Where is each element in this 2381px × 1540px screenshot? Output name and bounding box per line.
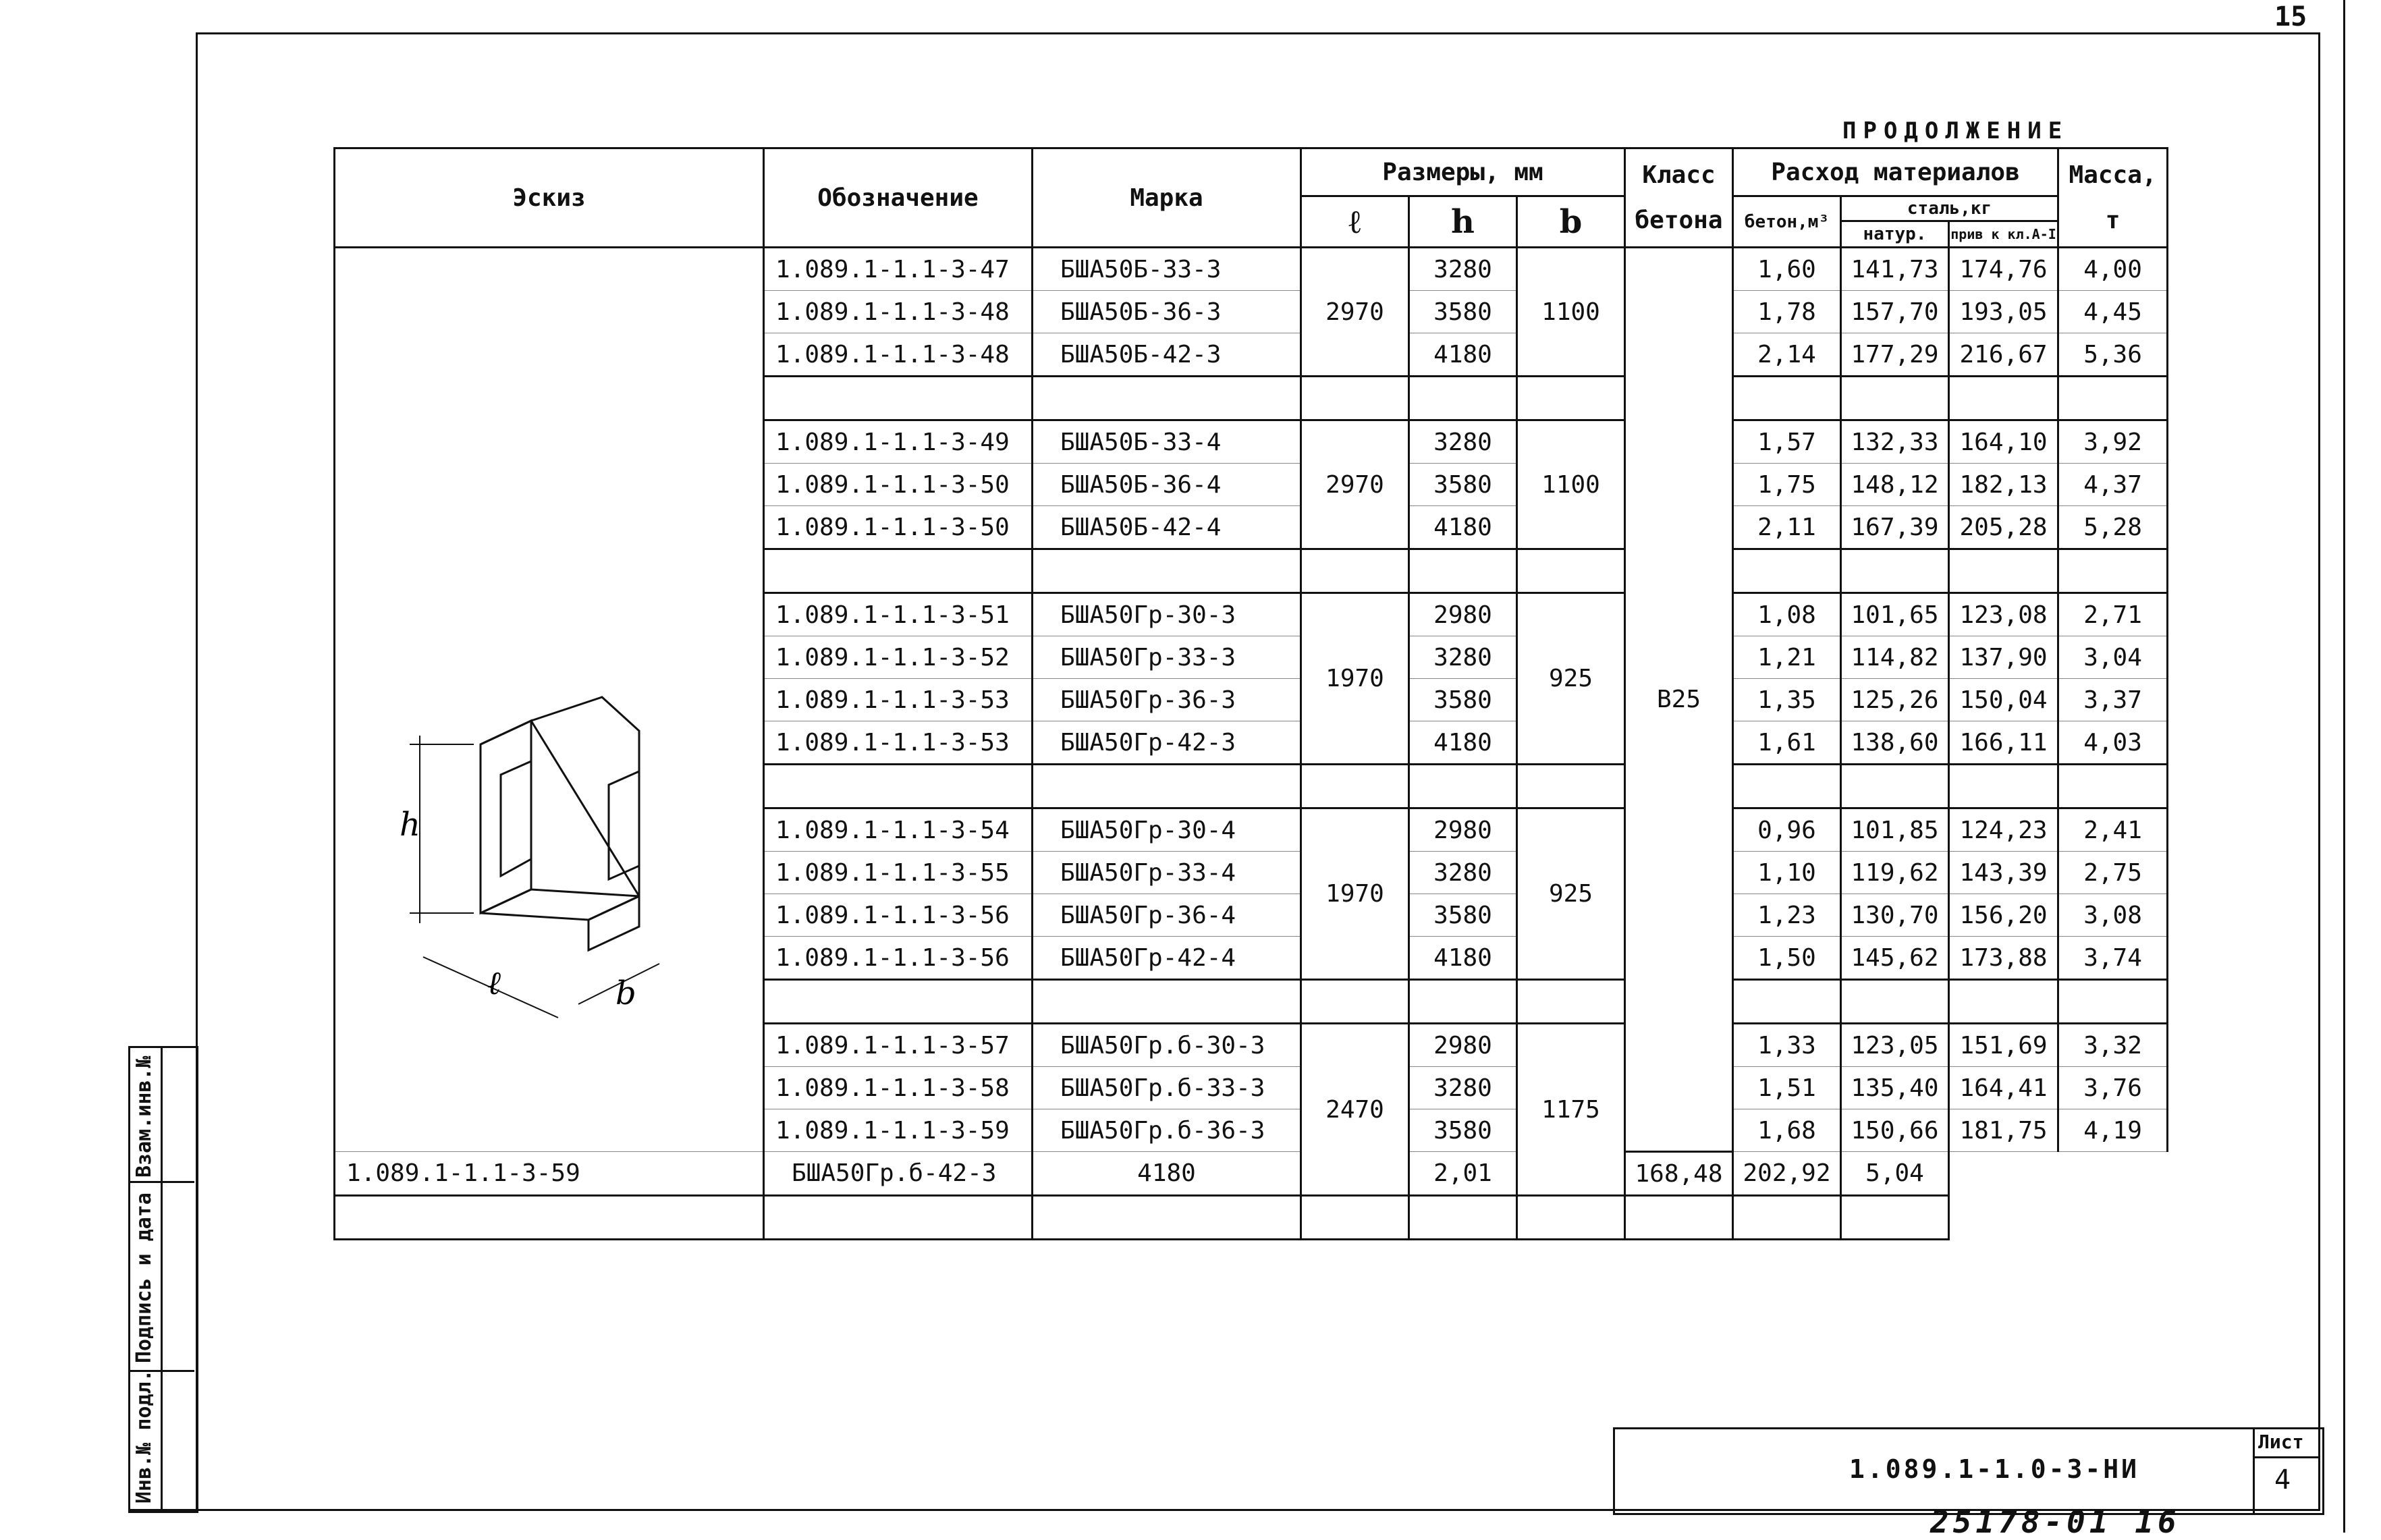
cell-steel-red: 216,67 <box>1949 333 2058 377</box>
cell-steel-nat: 114,82 <box>1841 636 1949 679</box>
cell-mass: 3,37 <box>2058 679 2168 721</box>
cell-concrete: 1,60 <box>1733 248 1841 291</box>
cell-mark: БША50Гр-30-4 <box>1033 808 1301 852</box>
table-row <box>335 248 2168 291</box>
spacer-cell <box>1033 1196 1301 1240</box>
frame-edge-right <box>2343 0 2345 1533</box>
cell-steel-red: 156,20 <box>1949 894 2058 937</box>
cell-concrete: 1,35 <box>1733 679 1841 721</box>
cell-steel-red: 151,69 <box>1949 1024 2058 1067</box>
mass-line2: т <box>2105 207 2120 234</box>
cell-steel-nat: 130,70 <box>1841 894 1949 937</box>
cell-mass: 4,19 <box>2058 1109 2168 1152</box>
concrete-class-line2: бетона <box>1635 207 1723 234</box>
cell-h: 3580 <box>1409 679 1517 721</box>
cell-mark: БША50Гр.б-33-3 <box>1033 1067 1301 1109</box>
col-steel-nat-header: натур. <box>1841 221 1949 248</box>
cell-concrete: 1,33 <box>1733 1024 1841 1067</box>
spacer-cell <box>2058 765 2168 808</box>
cell-mark: БША50Гр-36-4 <box>1033 894 1301 937</box>
spacer-cell <box>764 1196 1033 1240</box>
side-stamp-inv-original: Инв.№ подл. <box>132 1369 156 1504</box>
cell-mark: БША50Гр-33-4 <box>1033 852 1301 894</box>
cell-mark: БША50Гр-33-3 <box>1033 636 1301 679</box>
cell-code: 1.089.1-1.1-3-57 <box>764 1024 1033 1067</box>
cell-mass: 2,75 <box>2058 852 2168 894</box>
cell-h: 2980 <box>1409 593 1517 636</box>
cell-h: 2980 <box>1409 808 1517 852</box>
cell-h: 3580 <box>1409 464 1517 506</box>
cell-steel-red: 143,39 <box>1949 852 2058 894</box>
cell-mass: 3,92 <box>2058 420 2168 464</box>
sketch-wall <box>481 697 639 950</box>
spacer-cell <box>1301 377 1409 420</box>
cell-steel-red: 182,13 <box>1949 464 2058 506</box>
archive-code: 25178-01 16 <box>1930 1504 2181 1540</box>
spacer-cell <box>1733 1196 1841 1240</box>
cell-mark: БША50Б-42-4 <box>1033 506 1301 549</box>
cell-steel-nat: 132,33 <box>1841 420 1949 464</box>
spacer-cell <box>1301 1196 1409 1240</box>
cell-steel-nat: 138,60 <box>1841 721 1949 765</box>
cell-code: 1.089.1-1.1-3-56 <box>764 894 1033 937</box>
cell-concrete: 0,96 <box>1733 808 1841 852</box>
spacer-cell <box>1409 1196 1517 1240</box>
cell-h: 2980 <box>1409 1024 1517 1067</box>
cell-concrete: 2,01 <box>1409 1152 1517 1196</box>
cell-code: 1.089.1-1.1-3-48 <box>764 291 1033 333</box>
cell-mass: 3,08 <box>2058 894 2168 937</box>
cell-h: 4180 <box>1409 721 1517 765</box>
spacer-cell <box>1517 549 1625 593</box>
cell-mass: 3,76 <box>2058 1067 2168 1109</box>
cell-mass: 2,41 <box>2058 808 2168 852</box>
side-stamp-replaces-inv: Взам.инв.№ <box>132 1055 156 1178</box>
cell-h: 3280 <box>1409 1067 1517 1109</box>
side-stamp-signature-date: Подпись и дата <box>132 1192 156 1363</box>
cell-steel-red: 193,05 <box>1949 291 2058 333</box>
cell-code: 1.089.1-1.1-3-58 <box>764 1067 1033 1109</box>
spacer-cell <box>764 549 1033 593</box>
cell-steel-red: 164,41 <box>1949 1067 2058 1109</box>
spacer-cell <box>2058 377 2168 420</box>
cell-steel-red: 137,90 <box>1949 636 2058 679</box>
cell-steel-red: 166,11 <box>1949 721 2058 765</box>
sketch-back-face <box>531 697 639 896</box>
cell-code: 1.089.1-1.1-3-52 <box>764 636 1033 679</box>
cell-concrete: 1,21 <box>1733 636 1841 679</box>
spacer-cell <box>1841 377 1949 420</box>
spacer-cell <box>1409 980 1517 1024</box>
spacer-cell <box>1517 377 1625 420</box>
cell-steel-nat: 148,12 <box>1841 464 1949 506</box>
cell-mark: БША50Гр-42-3 <box>1033 721 1301 765</box>
spacer-cell <box>1517 1196 1625 1240</box>
side-stamp-sep-1 <box>128 1181 194 1183</box>
cell-mass: 5,28 <box>2058 506 2168 549</box>
spacer-cell <box>1033 980 1301 1024</box>
cell-code: 1.089.1-1.1-3-50 <box>764 506 1033 549</box>
cell-concrete: 1,75 <box>1733 464 1841 506</box>
cell-steel-red: 124,23 <box>1949 808 2058 852</box>
cell-steel-nat: 145,62 <box>1841 937 1949 980</box>
spacer-cell <box>1033 377 1301 420</box>
cell-mark: БША50Б-36-3 <box>1033 291 1301 333</box>
spacer-cell <box>764 377 1033 420</box>
cell-concrete: 1,68 <box>1733 1109 1841 1152</box>
sheet-box-divider <box>2253 1456 2320 1458</box>
sheet-number: 4 <box>2274 1464 2291 1495</box>
cell-concrete-class: B25 <box>1625 248 1733 1152</box>
cell-code: 1.089.1-1.1-3-54 <box>764 808 1033 852</box>
cell-steel-nat: 141,73 <box>1841 248 1949 291</box>
spacer-cell <box>764 980 1033 1024</box>
cell-steel-red: 181,75 <box>1949 1109 2058 1152</box>
col-mark-header: Марка <box>1033 148 1301 248</box>
cell-steel-red: 202,92 <box>1733 1152 1841 1196</box>
continuation-label: ПРОДОЛЖЕНИЕ <box>1842 117 2069 144</box>
col-dimensions-header: Размеры, мм <box>1301 148 1625 196</box>
sketch-cell <box>335 248 764 1152</box>
cell-h: 3580 <box>1409 291 1517 333</box>
spec-table <box>333 147 2168 1240</box>
cell-h: 4180 <box>1409 333 1517 377</box>
cell-steel-red: 123,08 <box>1949 593 2058 636</box>
cell-steel-red: 205,28 <box>1949 506 2058 549</box>
sketch-drawing <box>335 248 764 1152</box>
cell-h: 3280 <box>1409 420 1517 464</box>
spacer-cell <box>1949 549 2058 593</box>
spacer-cell <box>1301 980 1409 1024</box>
cell-concrete: 1,51 <box>1733 1067 1841 1109</box>
table-spacer-row <box>335 1196 2168 1240</box>
spacer-cell <box>1301 549 1409 593</box>
cell-l: 1970 <box>1301 808 1409 980</box>
cell-mark: БША50Гр-42-4 <box>1033 937 1301 980</box>
sketch-label-h: h <box>400 806 420 844</box>
spacer-cell <box>1033 549 1301 593</box>
spacer-cell <box>1733 980 1841 1024</box>
cell-mark: БША50Гр-30-3 <box>1033 593 1301 636</box>
cell-code: 1.089.1-1.1-3-47 <box>764 248 1033 291</box>
cell-steel-nat: 177,29 <box>1841 333 1949 377</box>
cell-mass: 4,03 <box>2058 721 2168 765</box>
spacer-cell <box>1033 765 1301 808</box>
cell-h: 3580 <box>1409 1109 1517 1152</box>
spacer-cell <box>1841 980 1949 1024</box>
col-dim-b-header: b <box>1517 196 1625 248</box>
cell-steel-nat: 125,26 <box>1841 679 1949 721</box>
cell-concrete: 1,10 <box>1733 852 1841 894</box>
spacer-cell <box>335 1196 764 1240</box>
cell-code: 1.089.1-1.1-3-59 <box>764 1109 1033 1152</box>
cell-steel-nat: 168,48 <box>1625 1152 1733 1196</box>
sketch-left-face <box>481 721 531 913</box>
cell-code: 1.089.1-1.1-3-48 <box>764 333 1033 377</box>
cell-mark: БША50Гр-36-3 <box>1033 679 1301 721</box>
cell-h: 3280 <box>1409 248 1517 291</box>
cell-concrete: 1,61 <box>1733 721 1841 765</box>
cell-l: 2470 <box>1301 1024 1409 1196</box>
spacer-cell <box>1301 765 1409 808</box>
spacer-cell <box>1841 549 1949 593</box>
sketch-label-l: ℓ <box>487 964 501 1002</box>
cell-mark: БША50Б-33-4 <box>1033 420 1301 464</box>
sketch-front-edge <box>589 896 639 950</box>
cell-steel-nat: 119,62 <box>1841 852 1949 894</box>
cell-l: 1970 <box>1301 593 1409 765</box>
cell-mass: 4,37 <box>2058 464 2168 506</box>
cell-steel-red: 174,76 <box>1949 248 2058 291</box>
cell-code: 1.089.1-1.1-3-59 <box>335 1152 764 1196</box>
cell-code: 1.089.1-1.1-3-50 <box>764 464 1033 506</box>
col-steel-header: сталь,кг <box>1841 196 2058 221</box>
side-stamp-divider <box>161 1046 163 1509</box>
spacer-cell <box>1733 549 1841 593</box>
cell-mark: БША50Б-42-3 <box>1033 333 1301 377</box>
cell-code: 1.089.1-1.1-3-53 <box>764 679 1033 721</box>
spacer-cell <box>1733 377 1841 420</box>
cell-steel-nat: 167,39 <box>1841 506 1949 549</box>
cell-steel-red: 164,10 <box>1949 420 2058 464</box>
cell-b: 1175 <box>1517 1024 1625 1196</box>
spacer-cell <box>1949 377 2058 420</box>
col-dim-l-header: ℓ <box>1301 196 1409 248</box>
cell-code: 1.089.1-1.1-3-55 <box>764 852 1033 894</box>
frame-top <box>196 32 2320 34</box>
spacer-cell <box>1841 765 1949 808</box>
spacer-cell <box>1841 1196 1949 1240</box>
sketch-label-b: b <box>615 974 636 1012</box>
cell-l: 2970 <box>1301 420 1409 549</box>
cell-l: 2970 <box>1301 248 1409 377</box>
frame-right <box>2318 32 2320 1510</box>
cell-concrete: 1,78 <box>1733 291 1841 333</box>
cell-b: 925 <box>1517 593 1625 765</box>
cell-h: 3280 <box>1409 636 1517 679</box>
cell-steel-nat: 101,65 <box>1841 593 1949 636</box>
cell-concrete: 1,08 <box>1733 593 1841 636</box>
cell-h: 4180 <box>1033 1152 1301 1196</box>
spacer-cell <box>1409 549 1517 593</box>
cell-mass: 4,45 <box>2058 291 2168 333</box>
spacer-cell <box>2058 980 2168 1024</box>
cell-mass: 5,04 <box>1841 1152 1949 1196</box>
spacer-cell <box>1409 765 1517 808</box>
cell-mark: БША50Б-36-4 <box>1033 464 1301 506</box>
cell-code: 1.089.1-1.1-3-49 <box>764 420 1033 464</box>
cell-code: 1.089.1-1.1-3-51 <box>764 593 1033 636</box>
cell-h: 4180 <box>1409 506 1517 549</box>
mass-line1: Масса, <box>2069 161 2157 189</box>
cell-concrete: 1,50 <box>1733 937 1841 980</box>
cell-mark: БША50Гр.б-42-3 <box>764 1152 1033 1196</box>
spacer-cell <box>1733 765 1841 808</box>
col-consumption-header: Расход материалов <box>1733 148 2058 196</box>
cell-mass: 3,32 <box>2058 1024 2168 1067</box>
cell-h: 4180 <box>1409 937 1517 980</box>
spacer-cell <box>764 765 1033 808</box>
sheet-label: Лист <box>2258 1431 2304 1453</box>
cell-steel-nat: 157,70 <box>1841 291 1949 333</box>
spacer-cell <box>1949 765 2058 808</box>
cell-code: 1.089.1-1.1-3-53 <box>764 721 1033 765</box>
cell-mass: 3,04 <box>2058 636 2168 679</box>
spacer-cell <box>1517 980 1625 1024</box>
cell-h: 3280 <box>1409 852 1517 894</box>
spacer-cell <box>1949 980 2058 1024</box>
title-block-code: 1.089.1-1.0-3-НИ <box>1849 1454 2140 1484</box>
cell-steel-nat: 123,05 <box>1841 1024 1949 1067</box>
cell-concrete: 1,57 <box>1733 420 1841 464</box>
concrete-class-line1: Класс <box>1642 161 1716 189</box>
cell-concrete: 2,11 <box>1733 506 1841 549</box>
cell-h: 3580 <box>1409 894 1517 937</box>
cell-mark: БША50Гр.б-30-3 <box>1033 1024 1301 1067</box>
col-steel-red-header: прив к кл.А-I <box>1949 221 2058 248</box>
cell-concrete: 2,14 <box>1733 333 1841 377</box>
cell-code: 1.089.1-1.1-3-56 <box>764 937 1033 980</box>
col-dim-h-header: h <box>1409 196 1517 248</box>
cell-mass: 4,00 <box>2058 248 2168 291</box>
corner-number: 15 <box>2274 1 2307 32</box>
col-sketch-header: Эскиз <box>335 148 764 248</box>
cell-steel-nat: 150,66 <box>1841 1109 1949 1152</box>
col-concrete-header: бетон,м³ <box>1733 196 1841 248</box>
cell-steel-red: 150,04 <box>1949 679 2058 721</box>
spacer-cell <box>1409 377 1517 420</box>
cell-b: 1100 <box>1517 420 1625 549</box>
spacer-cell <box>2058 549 2168 593</box>
cell-steel-red: 173,88 <box>1949 937 2058 980</box>
cell-steel-nat: 101,85 <box>1841 808 1949 852</box>
spacer-cell <box>1625 1196 1733 1240</box>
col-concrete-class-header <box>1625 148 1733 248</box>
spacer-cell <box>1517 765 1625 808</box>
cell-mass: 5,36 <box>2058 333 2168 377</box>
col-designation-header: Обозначение <box>764 148 1033 248</box>
cell-steel-nat: 135,40 <box>1841 1067 1949 1109</box>
cell-b: 925 <box>1517 808 1625 980</box>
cell-b: 1100 <box>1517 248 1625 377</box>
sketch-floor-face <box>481 889 639 920</box>
cell-mass: 2,71 <box>2058 593 2168 636</box>
sketch-left-recess <box>481 721 531 889</box>
col-mass-header <box>2058 148 2168 248</box>
table-row <box>335 1152 2168 1196</box>
cell-mark: БША50Б-33-3 <box>1033 248 1301 291</box>
cell-mass: 3,74 <box>2058 937 2168 980</box>
cell-concrete: 1,23 <box>1733 894 1841 937</box>
cell-mark: БША50Гр.б-36-3 <box>1033 1109 1301 1152</box>
